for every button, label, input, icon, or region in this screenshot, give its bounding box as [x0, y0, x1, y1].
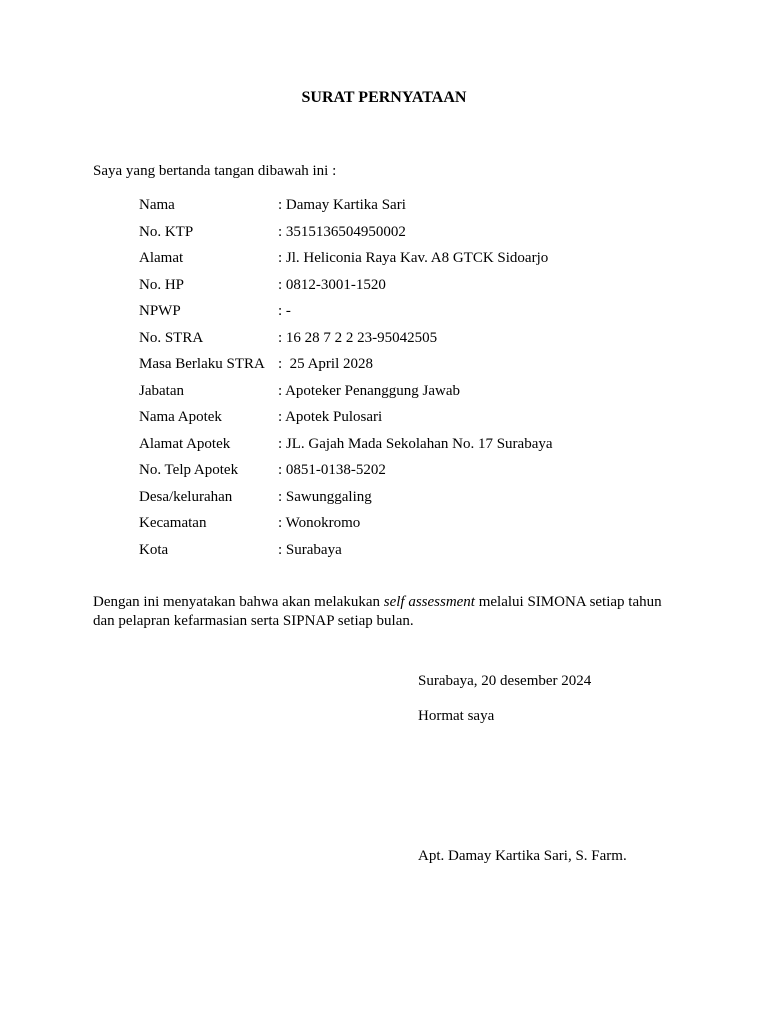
field-value: : Surabaya — [278, 541, 342, 558]
field-label: Alamat — [139, 250, 184, 266]
place-date: Surabaya, 20 desember 2024 — [418, 673, 592, 689]
statement-paragraph — [93, 593, 683, 631]
field-value: : JL. Gajah Mada Sekolahan No. 17 Surabaya — [278, 435, 553, 452]
field-label: No. HP — [139, 276, 185, 293]
field-row-desa-kelurahan — [139, 487, 699, 514]
field-row-nama-apotek — [139, 407, 699, 434]
field-value: : 3515136504950002 — [278, 223, 406, 240]
field-value: : 25 April 2028 — [278, 356, 374, 372]
closing-regards: Hormat saya — [418, 708, 495, 724]
field-label: Alamat Apotek — [139, 435, 231, 452]
field-value: : Apoteker Penanggung Jawab — [278, 382, 461, 399]
field-row-alamat-apotek — [139, 434, 699, 461]
field-label: NPWP — [139, 303, 181, 319]
field-row-no-telp-apotek — [139, 460, 699, 487]
field-value: : Sawunggaling — [278, 488, 372, 505]
field-row-npwp — [139, 301, 699, 328]
statement-text-after: melalui SIMONA setiap tahun dan pelapran kefarmasian serta SIPNAP setiap bulan. — [93, 594, 666, 629]
field-label: Jabatan — [139, 382, 184, 399]
field-row-no-hp — [139, 275, 699, 302]
field-value: : 0851-0138-5202 — [278, 462, 386, 478]
intro-text: Saya yang bertanda tangan dibawah ini : — [93, 163, 337, 179]
statement-text-before: Dengan ini menyatakan bahwa akan melakukan — [93, 594, 384, 610]
field-row-no-stra — [139, 328, 699, 355]
field-value: : 0812-3001-1520 — [278, 276, 386, 293]
field-label: Kecamatan — [139, 515, 207, 531]
field-label: No. STRA — [139, 329, 204, 346]
field-label: Kota — [139, 541, 169, 558]
field-row-kecamatan — [139, 513, 699, 540]
field-value: : 16 28 7 2 2 23-95042505 — [278, 329, 438, 346]
field-row-jabatan — [139, 381, 699, 408]
field-label: No. Telp Apotek — [139, 462, 239, 478]
field-label: No. KTP — [139, 223, 194, 240]
field-row-masa-berlaku-stra — [139, 354, 699, 381]
field-value: : Damay Kartika Sari — [278, 197, 406, 213]
document-title: SURAT PERNYATAAN — [301, 89, 467, 106]
field-label: Nama Apotek — [139, 409, 222, 425]
field-label: Nama — [139, 197, 175, 213]
field-row-no-ktp — [139, 222, 699, 249]
field-row-kota — [139, 540, 699, 567]
field-row-alamat — [139, 248, 699, 275]
field-value: : - — [278, 303, 291, 319]
identity-fields — [139, 195, 699, 566]
field-label: Masa Berlaku STRA — [139, 356, 265, 372]
field-value: : Apotek Pulosari — [278, 409, 383, 425]
field-value: : Jl. Heliconia Raya Kav. A8 GTCK Sidoarjo — [278, 250, 549, 266]
field-row-nama — [139, 195, 699, 222]
signatory-name: Apt. Damay Kartika Sari, S. Farm. — [418, 848, 627, 864]
statement-emphasis: self assessment — [383, 594, 475, 610]
field-value: : Wonokromo — [278, 515, 361, 531]
field-label: Desa/kelurahan — [139, 488, 233, 505]
